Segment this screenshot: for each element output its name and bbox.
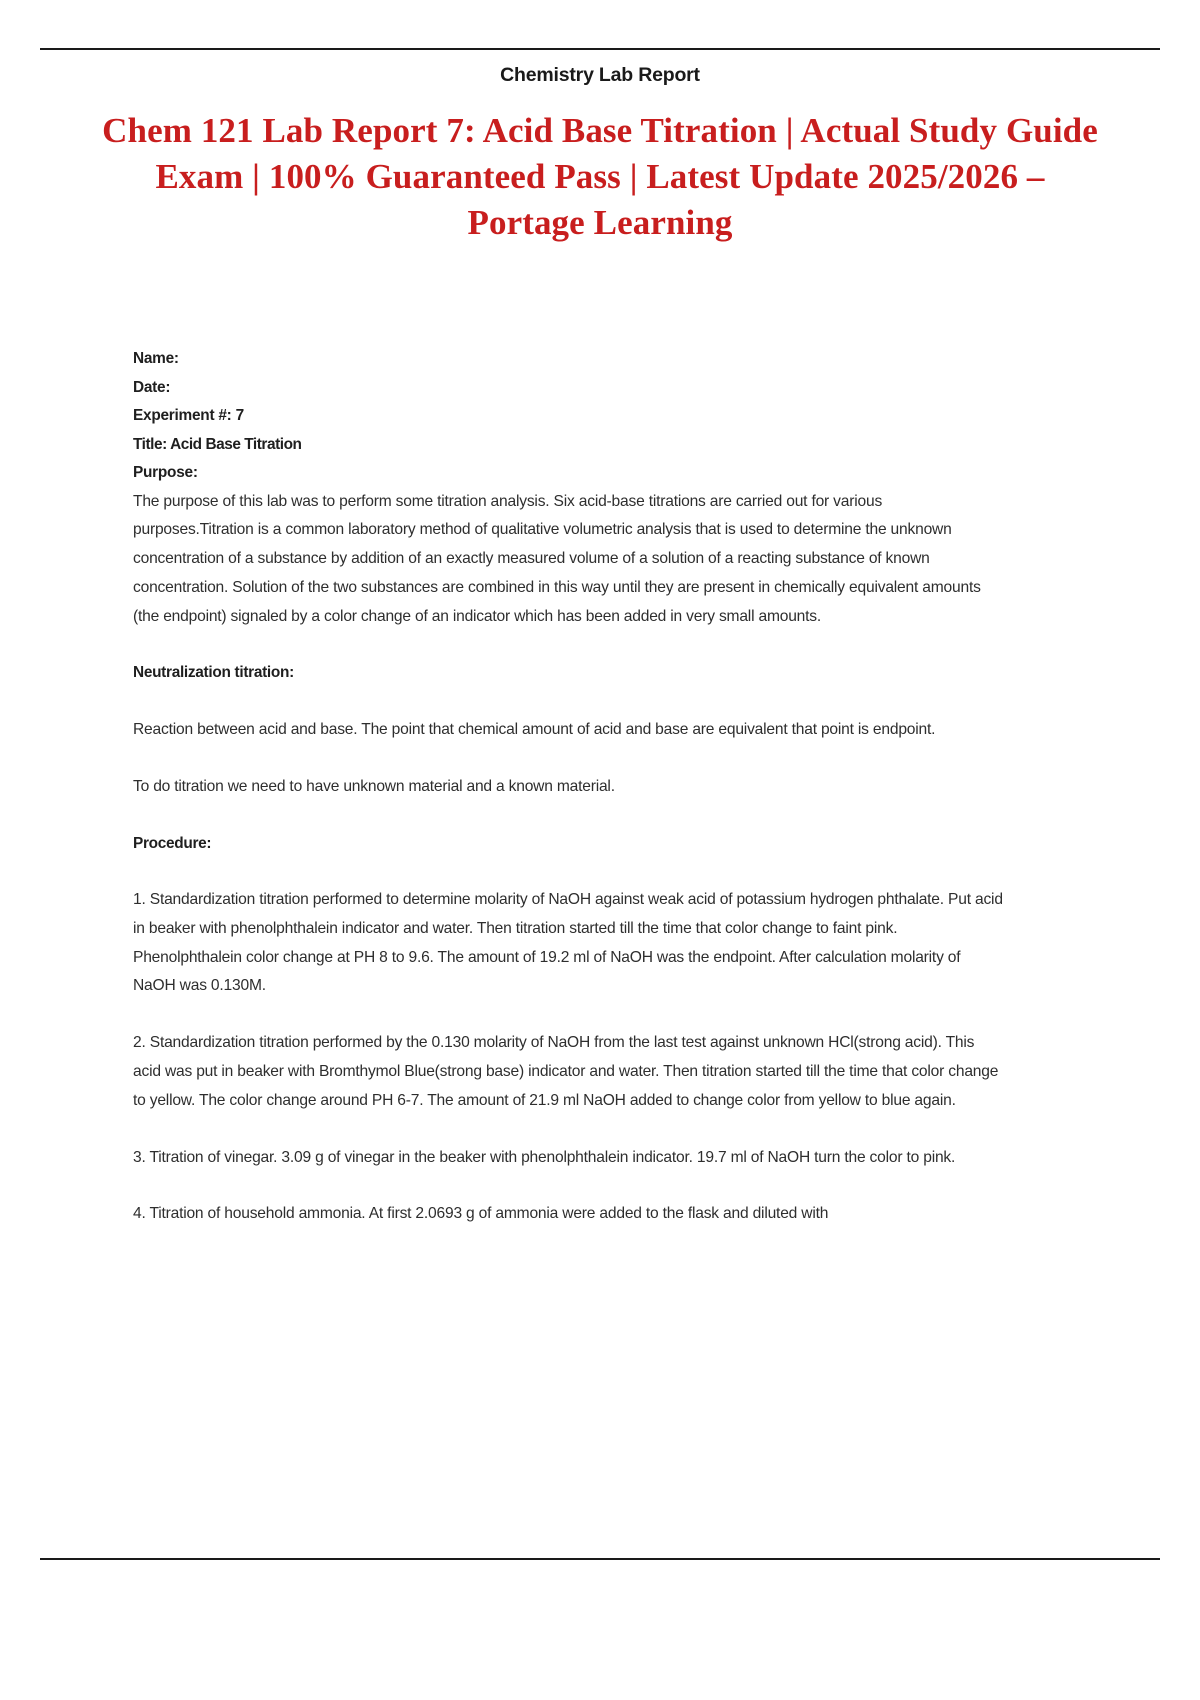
meta-name-label: Name:	[133, 350, 179, 367]
neutralization-paragraph-2: To do titration we need to have unknown material and a known material.	[133, 777, 615, 795]
meta-date-label: Date:	[133, 378, 171, 396]
procedure-step: 3. Titration of vinegar. 3.09 g of vinegar in the beaker with phenolphthalein indicator. 19.7 ml of NaOH turn the color to pink.	[133, 1148, 956, 1166]
meta-title-label: Title:	[133, 435, 167, 453]
meta-title-value: Acid Base Titration	[170, 435, 302, 453]
neutralization-paragraph-1: Reaction between acid and base. The point that chemical amount of acid and base are equivalent that point is endpoint.	[133, 720, 936, 738]
meta-name-row	[133, 345, 1005, 374]
purpose-paragraph: The purpose of this lab was to perform some titration analysis. Six acid-base titrations are carried out for various purposes.Titration is a common laboratory method of qualitative volumetric analysis that is used to determine the unknown concentration of a substance by addition of an exactly measured volume of a solution of a reacting substance of known concentration. Solution of the two substances are combined in this way until they are present in chemically equivalent amounts (the endpoint) signaled by a color change of an indicator which has been added in very small amounts.	[133, 492, 981, 625]
meta-experiment-value: 7	[235, 407, 244, 424]
meta-experiment-row	[133, 402, 1005, 431]
document-header-label: Chemistry Lab Report	[500, 64, 700, 86]
document-body	[133, 345, 1005, 1229]
page-title: Chem 121 Lab Report 7: Acid Base Titration | Actual Study Guide Exam | 100% Guaranteed Pass | Latest Update 2025/2026 – Portage Learning	[102, 111, 1098, 242]
bottom-divider	[40, 1558, 1160, 1560]
neutralization-heading: Neutralization titration:	[133, 664, 294, 682]
procedure-step: 1. Standardization titration performed to determine molarity of NaOH against weak acid of potassium hydrogen phthalate. Put acid in beaker with phenolphthalein indicator and water. Then titration started till the time that color change to faint pink. Phenolphthalein color change at PH 8 to 9.6. The amount of 19.2 ml of NaOH was the endpoint. After calculation molarity of NaOH was 0.130M.	[133, 891, 1003, 995]
top-divider	[40, 48, 1160, 50]
procedure-heading: Procedure:	[133, 834, 212, 852]
meta-title-row	[133, 431, 1005, 460]
meta-purpose-label: Purpose:	[133, 464, 198, 481]
procedure-step: 4. Titration of household ammonia. At first 2.0693 g of ammonia were added to the flask and diluted with	[133, 1205, 829, 1223]
meta-experiment-label: Experiment #:	[133, 407, 232, 424]
procedure-step: 2. Standardization titration performed by the 0.130 molarity of NaOH from the last test against unknown HCl(strong acid). This acid was put in beaker with Bromthymol Blue(strong base) indicator and water. Then titration started till the time that color change to yellow. The color change around PH 6-7. The amount of 21.9 ml NaOH added to change color from yellow to blue again.	[133, 1034, 999, 1109]
meta-date-row	[133, 374, 1005, 403]
